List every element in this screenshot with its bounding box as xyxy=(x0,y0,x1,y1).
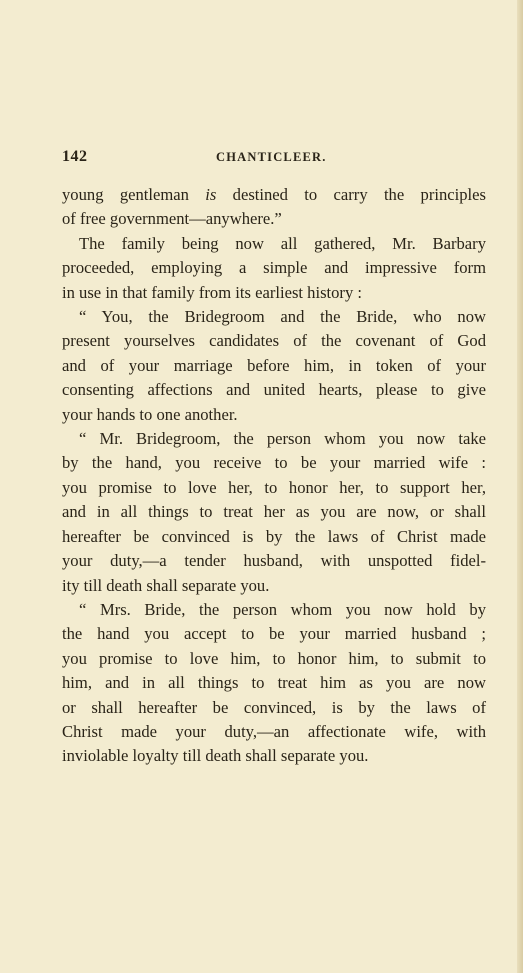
text-line: inviolable loyalty till death shall separate you. xyxy=(62,746,369,766)
paragraph xyxy=(62,427,486,598)
text-line: by the hand, you receive to be your married wife : xyxy=(62,453,486,473)
emphasis: is xyxy=(205,185,217,204)
text-line: the hand you accept to be your married husband ; xyxy=(62,624,486,644)
paragraph xyxy=(62,232,486,305)
text-line: your hands to one another. xyxy=(62,404,238,424)
text-line: and of your marriage before him, in token of your xyxy=(62,355,486,375)
text-line: The family being now all gathered, Mr. Barbary xyxy=(79,233,486,253)
text-line: and in all things to treat her as you are now, or shall xyxy=(62,502,486,522)
text-line: hereafter be convinced is by the laws of Christ made xyxy=(62,526,486,546)
text-line: your duty,—a tender husband, with unspotted fidel- xyxy=(62,551,486,571)
text-line: Christ made your duty,—an affectionate wife, with xyxy=(62,721,486,741)
paragraph xyxy=(62,598,486,769)
text-line: proceeded, employing a simple and impressive form xyxy=(62,258,486,278)
text-line: ity till death shall separate you. xyxy=(62,575,270,595)
text-line: consenting affections and united hearts, please to give xyxy=(62,380,486,400)
text-line: in use in that family from its earliest history : xyxy=(62,282,363,302)
text-line: of free government—anywhere.” xyxy=(62,209,282,229)
text-line: “ Mr. Bridegroom, the person whom you now take xyxy=(79,429,486,449)
text-line: “ Mrs. Bride, the person whom you now hold by xyxy=(79,599,486,619)
page-edge xyxy=(517,0,523,973)
body-text xyxy=(62,183,486,769)
page-header xyxy=(62,148,486,168)
text-line: present yourselves candidates of the covenant of God xyxy=(62,331,486,351)
text-line: him, and in all things to treat him as you are now xyxy=(62,673,486,693)
paragraph xyxy=(62,183,486,232)
paragraph xyxy=(62,305,486,427)
text-line: or shall hereafter be convinced, is by the laws of xyxy=(62,697,486,717)
text-line: young gentleman is destined to carry the principles xyxy=(62,185,486,204)
text-line: you promise to love her, to honor her, to support her, xyxy=(62,477,486,497)
text-line: “ You, the Bridegroom and the Bride, who now xyxy=(79,307,486,327)
page-number: 142 xyxy=(62,148,88,165)
running-head: CHANTICLEER. xyxy=(216,150,327,164)
text-line: you promise to love him, to honor him, to submit to xyxy=(62,648,486,668)
